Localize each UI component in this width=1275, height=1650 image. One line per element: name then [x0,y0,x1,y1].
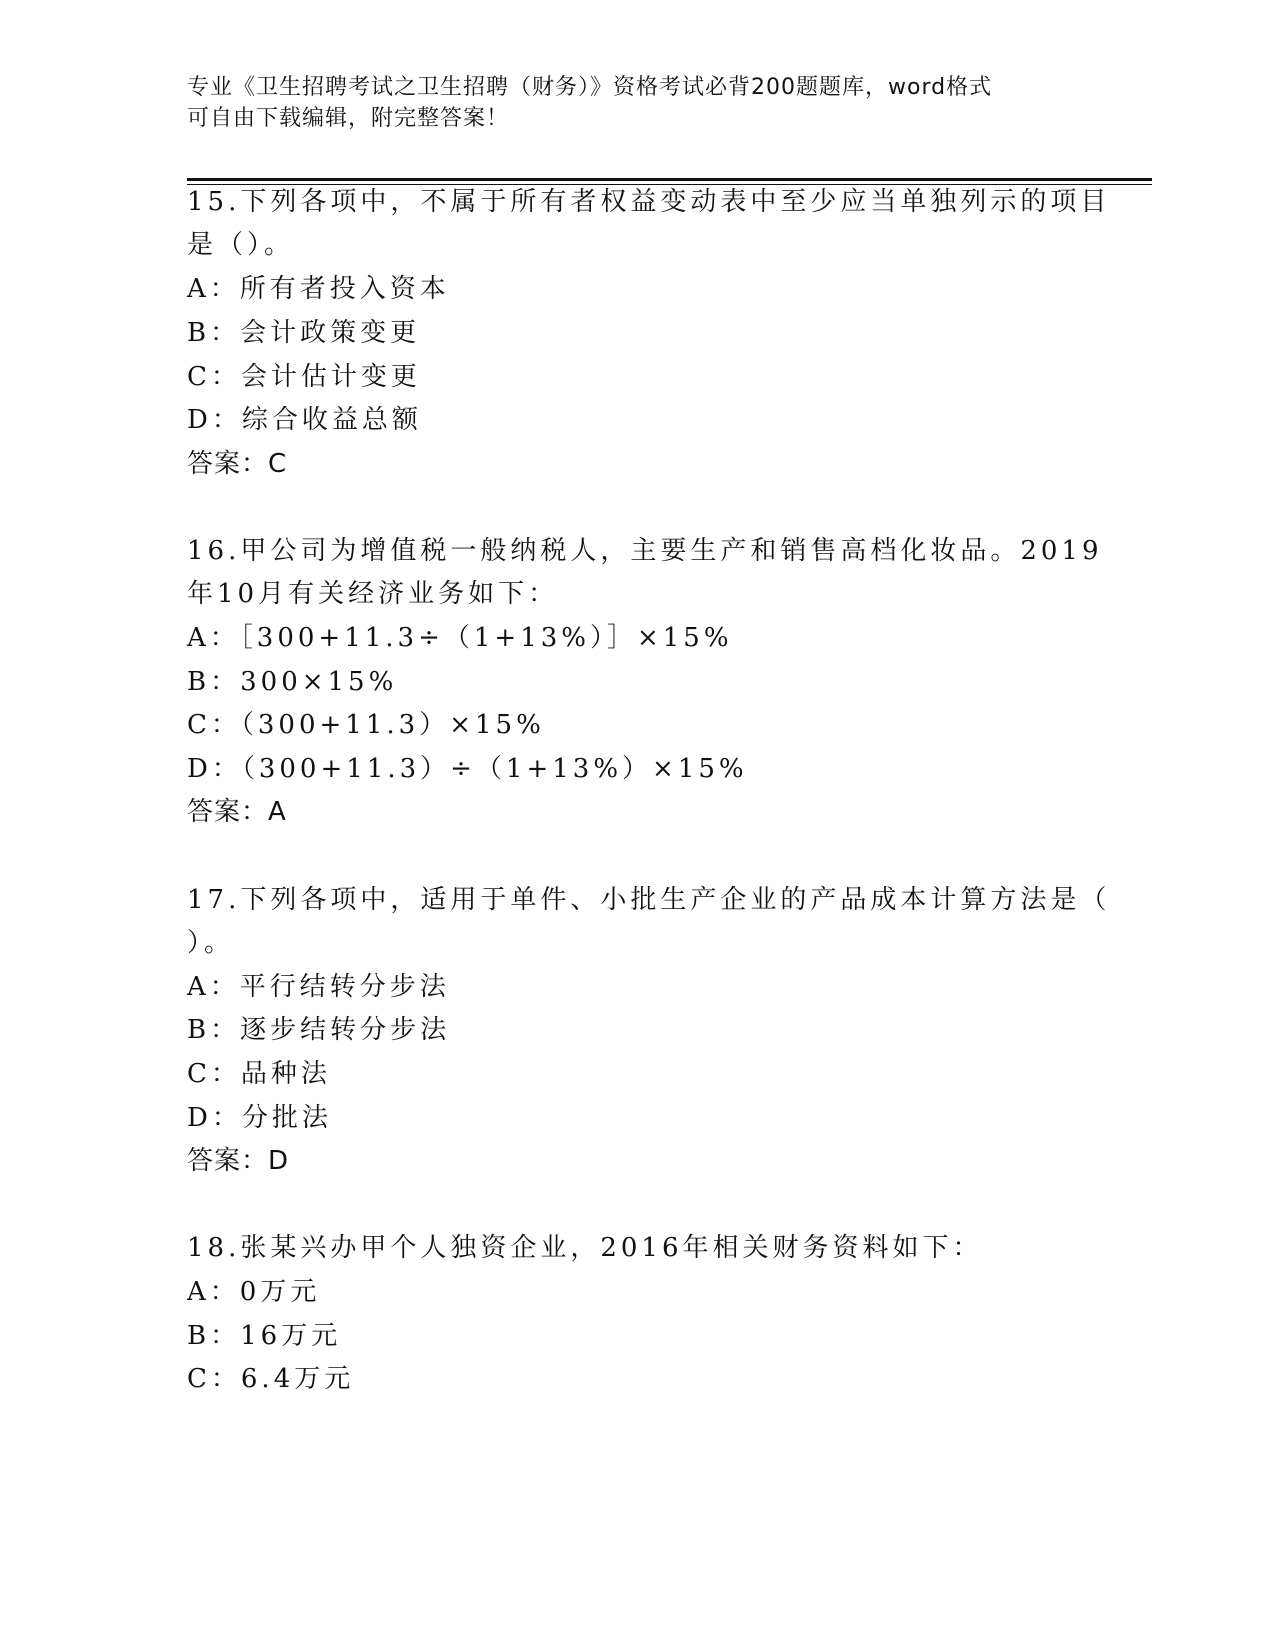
question-15-option-c: C：会计估计变更 [187,362,421,392]
question-17-answer: 答案：D [187,1146,290,1176]
question-15-option-d: D：综合收益总额 [187,405,422,435]
question-18-option-c: C：6.4万元 [187,1364,355,1394]
question-17-option-b: B：逐步结转分步法 [187,1015,451,1045]
question-17-stem-cont: ）。 [187,928,235,958]
header-line-1: 专业《卫生招聘考试之卫生招聘（财务）》资格考试必背200题题库，word格式 [187,75,993,100]
question-16-stem-cont: 年10月有关经济业务如下： [187,579,559,609]
question-18-option-b: B：16万元 [187,1321,342,1351]
question-15-option-b: B：会计政策变更 [187,318,421,348]
question-17-option-d: D：分批法 [187,1103,332,1133]
question-16-option-a: A：［300+11.3÷（1+13%）］×15% [187,623,733,653]
question-15-answer: 答案：C [187,449,288,479]
question-18-option-a: A：0万元 [187,1277,321,1307]
question-17-stem: 17.下列各项中，适用于单件、小批生产企业的产品成本计算方法是（ [187,885,1111,915]
question-16-answer: 答案：A [187,797,287,827]
header-divider [187,178,1152,181]
question-16-stem: 16.甲公司为增值税一般纳税人，主要生产和销售高档化妆品。2019 [187,536,1103,566]
question-17-option-a: A：平行结转分步法 [187,972,450,1002]
question-16-option-c: C：（300+11.3）×15% [187,710,545,740]
question-15-option-a: A：所有者投入资本 [187,274,450,304]
question-17-option-c: C：品种法 [187,1059,331,1089]
header-line-2: 可自由下载编辑，附完整答案！ [187,106,510,131]
question-15-stem-cont: 是（）。 [187,230,295,260]
question-15-stem: 15.下列各项中，不属于所有者权益变动表中至少应当单独列示的项目 [187,187,1111,217]
question-16-option-b: B：300×15% [187,667,398,697]
question-16-option-d: D：（300+11.3）÷（1+13%）×15% [187,754,748,784]
question-18-stem: 18.张某兴办甲个人独资企业，2016年相关财务资料如下： [187,1233,983,1263]
